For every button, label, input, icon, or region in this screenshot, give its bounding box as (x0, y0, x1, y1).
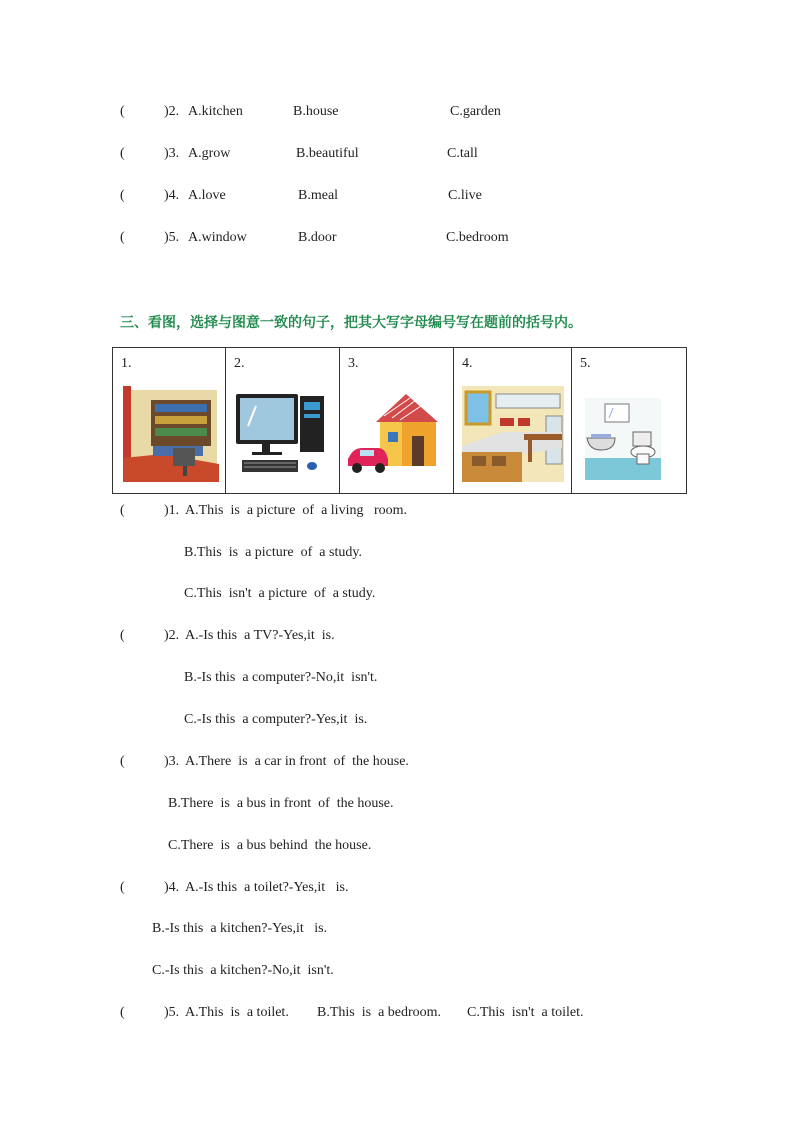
picture-number: 1. (121, 356, 132, 371)
option-a: A.There is a car in front of the house. (185, 754, 409, 769)
picture-number: 2. (234, 356, 245, 371)
option-b: B.There is a bus in front of the house. (168, 796, 394, 811)
picture-cell-2 (226, 348, 340, 494)
study-room-icon (123, 386, 219, 482)
option-c: C.This isn't a picture of a study. (184, 586, 376, 601)
question-number: )3. (164, 754, 180, 769)
question-number: )4. (164, 188, 180, 203)
section-heading: 三、看图，选择与图意一致的句子，把其大写字母编号写在题前的括号内。 (120, 315, 582, 331)
option-b: B.This is a bedroom. (317, 1005, 442, 1020)
option-b: B.This is a picture of a study. (184, 545, 362, 560)
picture-cell-1 (113, 348, 226, 494)
option-b: B.-Is this a computer?-No,it isn't. (184, 670, 378, 685)
question-number: )5. (164, 1005, 180, 1020)
option-c: C.-Is this a computer?-Yes,it is. (184, 712, 368, 727)
option-a: A.-Is this a TV?-Yes,it is. (185, 628, 335, 643)
option-a: A.kitchen (188, 104, 243, 119)
picture-cell-5 (572, 348, 687, 494)
answer-bracket[interactable]: ( (120, 1005, 125, 1020)
option-a: A.love (188, 188, 226, 203)
option-b: B.door (298, 230, 337, 245)
answer-bracket[interactable]: ( (120, 104, 125, 119)
picture-number: 5. (580, 356, 591, 371)
option-c: C.garden (450, 104, 501, 119)
option-c: C.There is a bus behind the house. (168, 838, 372, 853)
question-number: )2. (164, 104, 180, 119)
option-a: A.This is a toilet. (185, 1005, 289, 1020)
option-b: B.meal (298, 188, 339, 203)
answer-bracket[interactable]: ( (120, 146, 125, 161)
option-b: B.house (293, 104, 339, 119)
computer-icon (234, 386, 330, 482)
question-number: )2. (164, 628, 180, 643)
question-number: )1. (164, 503, 180, 518)
option-c: C.live (448, 188, 482, 203)
question-number: )4. (164, 880, 180, 895)
option-b: B.-Is this a kitchen?-Yes,it is. (152, 921, 328, 936)
kitchen-icon (462, 386, 564, 482)
option-b: B.beautiful (296, 146, 359, 161)
answer-bracket[interactable]: ( (120, 503, 125, 518)
answer-bracket[interactable]: ( (120, 188, 125, 203)
picture-cell-3 (340, 348, 454, 494)
option-c: C.tall (447, 146, 478, 161)
question-number: )5. (164, 230, 180, 245)
option-a: A.-Is this a toilet?-Yes,it is. (185, 880, 349, 895)
house-car-icon (348, 386, 444, 482)
picture-table (112, 347, 687, 494)
picture-number: 4. (462, 356, 473, 371)
option-c: C.-Is this a kitchen?-No,it isn't. (152, 963, 334, 978)
picture-number: 3. (348, 356, 359, 371)
answer-bracket[interactable]: ( (120, 628, 125, 643)
option-a: A.grow (188, 146, 231, 161)
answer-bracket[interactable]: ( (120, 230, 125, 245)
bathroom-icon (585, 398, 661, 480)
answer-bracket[interactable]: ( (120, 880, 125, 895)
question-number: )3. (164, 146, 180, 161)
option-c: C.This isn't a toilet. (467, 1005, 584, 1020)
answer-bracket[interactable]: ( (120, 754, 125, 769)
option-a: A.This is a picture of a living room. (185, 503, 408, 518)
option-a: A.window (188, 230, 247, 245)
option-c: C.bedroom (446, 230, 509, 245)
picture-cell-4 (454, 348, 572, 494)
